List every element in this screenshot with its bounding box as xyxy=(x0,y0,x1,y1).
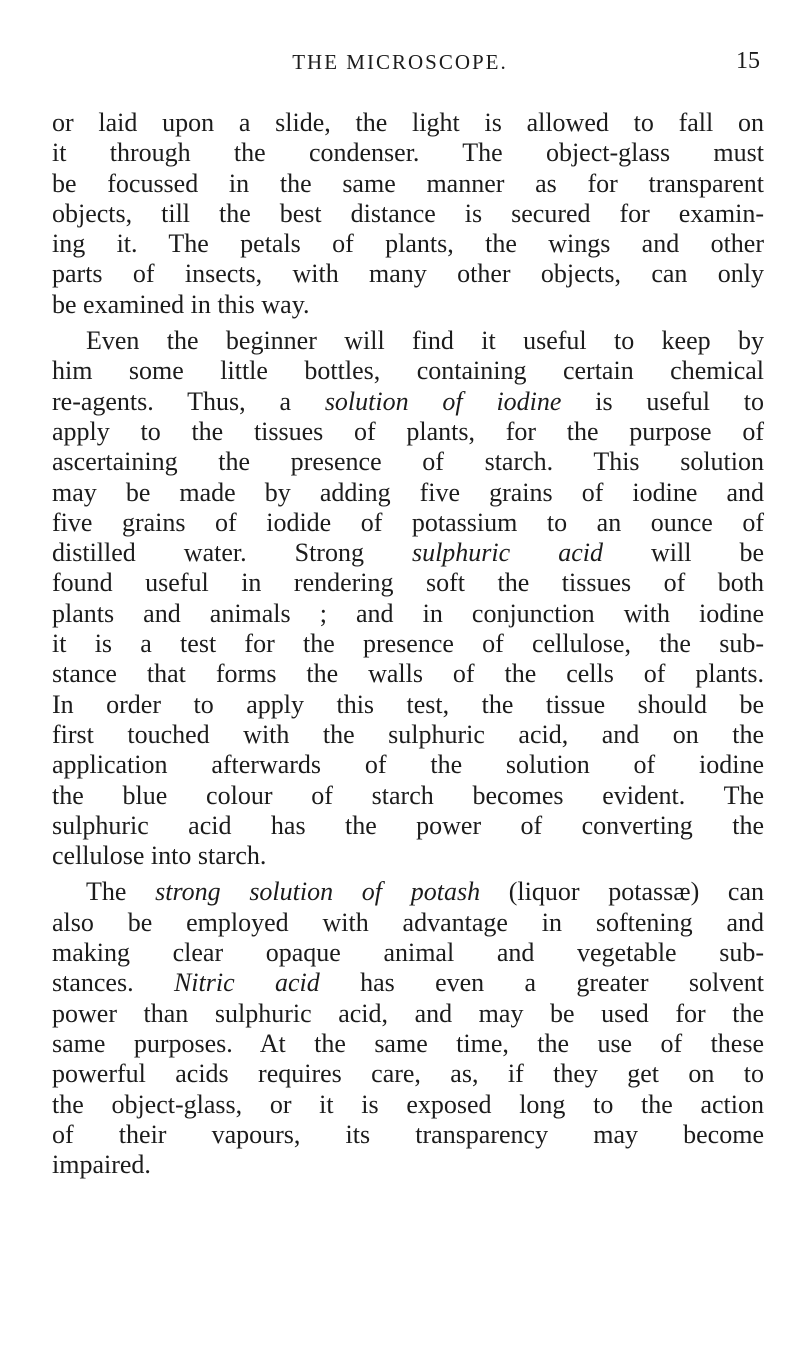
text-line xyxy=(52,720,764,750)
text-run: parts of insects, with many other objects, can only xyxy=(52,259,764,289)
text-line xyxy=(52,1120,764,1150)
text-run: powerful acids requires care, as, if they get on to xyxy=(52,1059,764,1089)
text-line xyxy=(52,229,764,259)
text-line xyxy=(52,199,764,229)
text-run: apply to the tissues of plants, for the purpose of xyxy=(52,416,764,446)
text-run: five grains of iodide of potassium to an ounce of xyxy=(52,507,764,537)
text-line xyxy=(52,811,764,841)
italic-term: strong solution of potash xyxy=(155,877,481,907)
italic-term: solution of iodine xyxy=(324,386,562,416)
text-line xyxy=(52,356,764,386)
text-line xyxy=(52,750,764,780)
text-line xyxy=(52,690,764,720)
text-line xyxy=(52,968,764,998)
text-line xyxy=(52,169,764,199)
text-line xyxy=(52,999,764,1029)
body-text xyxy=(52,108,764,1180)
paragraph xyxy=(52,877,764,1180)
text-line xyxy=(52,877,764,907)
running-title: THE MICROSCOPE. xyxy=(292,50,508,74)
text-line xyxy=(52,908,764,938)
text-run: the object-glass, or it is exposed long to the action xyxy=(52,1089,764,1119)
text-run: also be employed with advantage in softening and xyxy=(52,907,764,937)
text-run: plants and animals ; and in conjunction with iodine xyxy=(52,598,764,628)
text-run: stances. xyxy=(52,968,174,998)
text-line xyxy=(52,138,764,168)
text-line xyxy=(52,326,764,356)
text-line xyxy=(52,1150,764,1180)
text-run: found useful in rendering soft the tissues of both xyxy=(52,568,764,598)
paragraph xyxy=(52,326,764,871)
text-line xyxy=(52,447,764,477)
paragraph xyxy=(52,108,764,320)
italic-term: sulphuric acid xyxy=(411,538,603,568)
text-run: the blue colour of starch becomes evident. The xyxy=(52,780,764,810)
italic-term: Nitric acid xyxy=(173,968,320,998)
text-run: or laid upon a slide, the light is allowed to fall on xyxy=(52,108,764,137)
text-run: (liquor potassæ) can xyxy=(480,877,765,907)
text-run: stance that forms the walls of the cells of plants. xyxy=(52,659,764,689)
text-run: The xyxy=(86,877,156,907)
text-line xyxy=(52,538,764,568)
text-line xyxy=(52,1090,764,1120)
text-line xyxy=(52,599,764,629)
text-run: ing it. The petals of plants, the wings and other xyxy=(52,229,764,259)
running-head xyxy=(0,50,800,80)
text-line xyxy=(52,108,764,138)
text-line xyxy=(52,938,764,968)
text-run: impaired. xyxy=(52,1150,151,1180)
text-run: him some little bottles, containing certain chemical xyxy=(52,356,764,386)
text-run: objects, till the best distance is secured for examin- xyxy=(52,198,764,228)
text-line xyxy=(52,781,764,811)
text-run: has even a greater solvent xyxy=(319,968,764,998)
text-run: In order to apply this test, the tissue should be xyxy=(52,689,764,719)
text-run: same purposes. At the same time, the use of these xyxy=(52,1028,764,1058)
text-line xyxy=(52,1029,764,1059)
text-line xyxy=(52,259,764,289)
text-run: sulphuric acid has the power of converting the xyxy=(52,810,764,840)
text-line xyxy=(52,290,764,320)
text-run: may be made by adding five grains of iodine and xyxy=(52,477,764,507)
text-line xyxy=(52,1059,764,1089)
text-run: is useful to xyxy=(561,386,765,416)
text-run: it through the condenser. The object-glass must xyxy=(52,138,764,168)
text-run: be focussed in the same manner as for transparent xyxy=(52,168,764,198)
text-run: making clear opaque animal and vegetable sub- xyxy=(52,938,764,968)
text-line xyxy=(52,508,764,538)
text-run: be examined in this way. xyxy=(52,289,310,319)
text-line xyxy=(52,387,764,417)
text-run: ascertaining the presence of starch. This solution xyxy=(52,447,764,477)
text-line xyxy=(52,629,764,659)
text-run: it is a test for the presence of cellulose, the sub- xyxy=(52,629,764,659)
text-run: power than sulphuric acid, and may be used for the xyxy=(52,998,764,1028)
text-line xyxy=(52,841,764,871)
text-run: cellulose into starch. xyxy=(52,841,267,871)
text-run: Even the beginner will find it useful to keep by xyxy=(86,326,764,356)
text-line xyxy=(52,478,764,508)
text-line xyxy=(52,417,764,447)
page-number: 15 xyxy=(736,48,760,74)
text-run: re-agents. Thus, a xyxy=(52,386,325,416)
text-line xyxy=(52,659,764,689)
text-run: distilled water. Strong xyxy=(52,538,412,568)
text-run: application afterwards of the solution of iodine xyxy=(52,750,764,780)
text-run: of their vapours, its transparency may become xyxy=(52,1119,764,1149)
text-run: first touched with the sulphuric acid, and on the xyxy=(52,719,764,749)
text-line xyxy=(52,568,764,598)
text-run: will be xyxy=(602,538,764,568)
